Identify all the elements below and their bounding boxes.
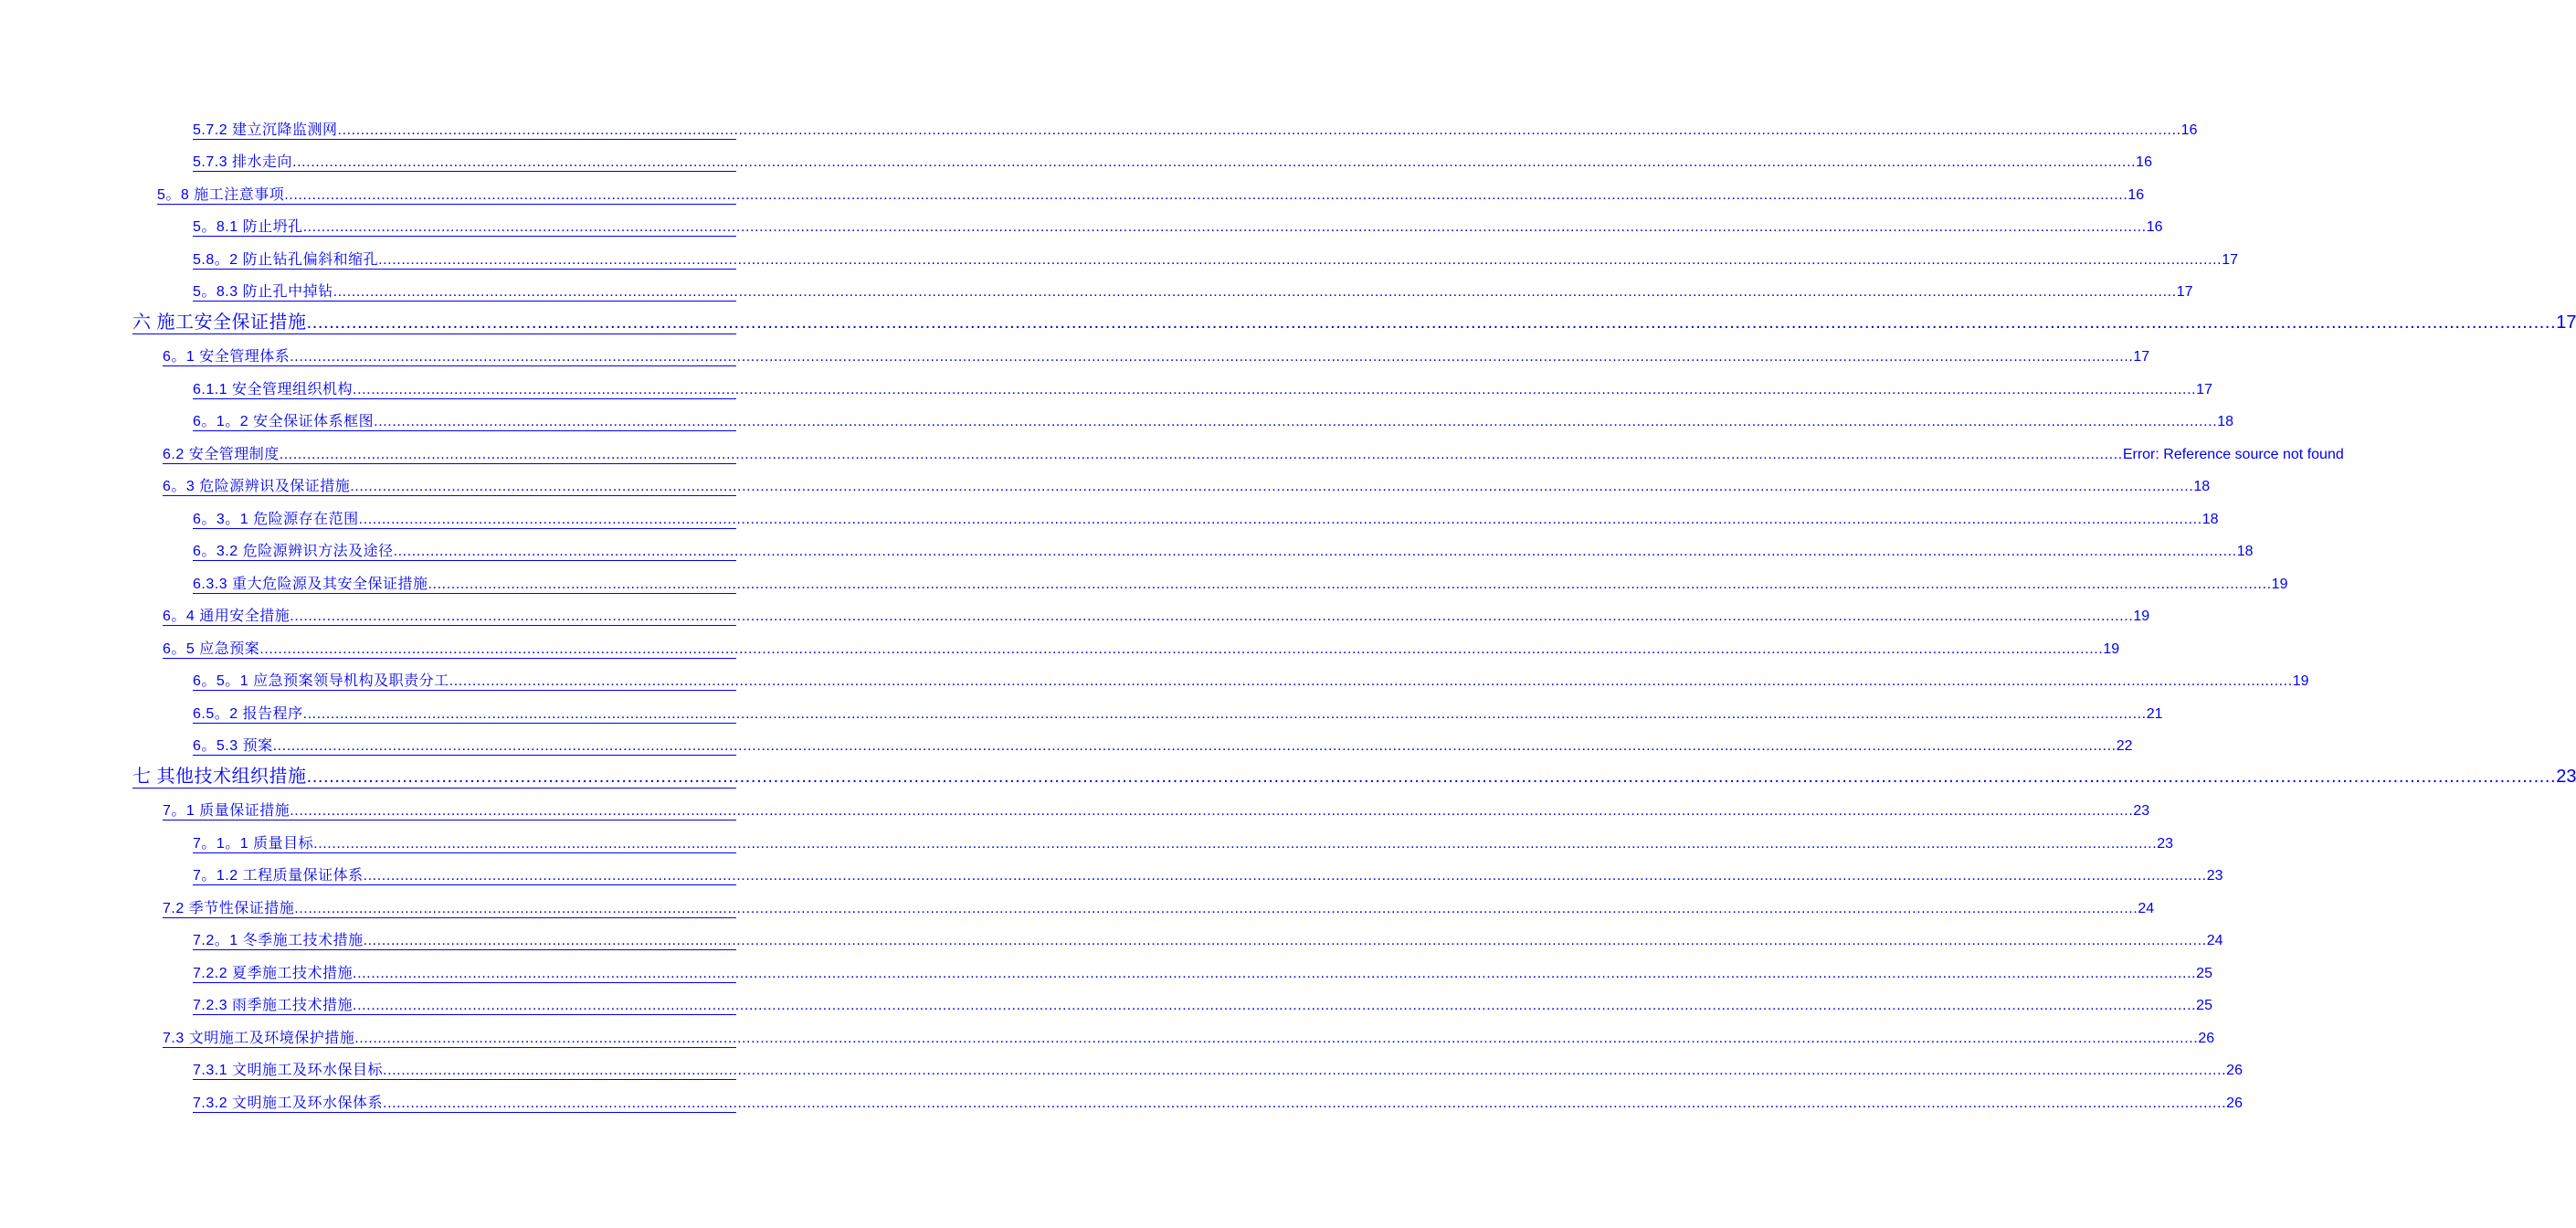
toc-dot-leader: ................................................................................................................................................................................................................................................................................................................................................................................................................	[353, 965, 2197, 981]
toc-entry-link[interactable]	[0, 659, 2309, 692]
toc-entry-inner	[193, 867, 2223, 885]
toc-page-number: 25	[2196, 965, 2212, 981]
toc-dot-leader: ................................................................................................................................................................................................................................................................................................................................................................................................................	[363, 933, 2207, 948]
toc-entry-inner	[163, 348, 2150, 366]
toc-entry-inner	[157, 186, 2145, 205]
toc-page-number: 25	[2196, 998, 2212, 1013]
toc-entry-label: 7.3.1 文明施工及环水保目标	[193, 1063, 384, 1078]
toc-entry-label: 6.1.1 安全管理组织机构	[193, 381, 354, 397]
toc-entry-inner	[193, 218, 2163, 237]
toc-entry-link[interactable]	[0, 1048, 2243, 1081]
toc-entry-link[interactable]	[0, 950, 2212, 983]
toc-entry-link[interactable]	[0, 626, 2120, 659]
toc-entry-label: 7.3.2 文明施工及环水保体系	[193, 1095, 384, 1111]
toc-entry-link[interactable]	[0, 172, 2145, 205]
toc-entry-inner	[163, 446, 2344, 464]
toc-entry-label: 6。5 应急预案	[163, 640, 260, 657]
toc-dot-leader: ................................................................................................................................................................................................................................................................................................................................................................................................................	[383, 1095, 2227, 1111]
toc-entry-link[interactable]	[0, 366, 2212, 399]
toc-dot-leader: ................................................................................................................................................................................................................................................................................................................................................................................................................	[393, 544, 2237, 559]
toc-entry-inner	[193, 835, 2174, 853]
toc-page-number: 18	[2201, 511, 2219, 527]
toc-entry-link[interactable]	[0, 724, 2133, 757]
toc-entry-link[interactable]	[0, 529, 2254, 562]
toc-page-number: 16	[2146, 219, 2163, 235]
toc-page-number: 16	[2136, 154, 2152, 170]
toc-entry-inner	[132, 766, 2576, 789]
toc-page-number: 17	[2133, 349, 2150, 365]
toc-entry-label: 七 其他技术组织措施	[132, 766, 307, 787]
toc-entry-inner	[193, 251, 2239, 270]
toc-entry-link[interactable]	[0, 140, 2152, 173]
toc-entry-link[interactable]	[0, 885, 2155, 918]
toc-dot-leader: ................................................................................................................................................................................................................................................................................................................................................................................................................	[302, 219, 2147, 235]
toc-dot-leader: ................................................................................................................................................................................................................................................................................................................................................................................................................	[358, 511, 2202, 527]
toc-entry-label: 6。1 安全管理体系	[163, 349, 290, 365]
toc-dot-leader: ................................................................................................................................................................................................................................................................................................................................................................................................................	[374, 414, 2218, 429]
toc-entry-label: 7.3 文明施工及环境保护措施	[163, 1030, 355, 1046]
toc-entry-link[interactable]	[0, 756, 2576, 789]
toc-dot-leader: ................................................................................................................................................................................................................................................................................................................................................................................................................	[306, 766, 2557, 787]
toc-dot-leader: ................................................................................................................................................................................................................................................................................................................................................................................................................	[363, 868, 2207, 884]
toc-page-number: 24	[2138, 900, 2155, 916]
toc-dot-leader: ................................................................................................................................................................................................................................................................................................................................................................................................................	[353, 381, 2197, 397]
toc-entry-label: 6.5。2 报告程序	[193, 705, 303, 722]
toc-dot-leader: ................................................................................................................................................................................................................................................................................................................................................................................................................	[279, 446, 2123, 462]
toc-entry-label: 6。3。1 危险源存在范围	[193, 511, 359, 527]
toc-entry-label: 5.7.3 排水走向	[193, 154, 293, 170]
toc-dot-leader: ................................................................................................................................................................................................................................................................................................................................................................................................................	[306, 312, 2557, 333]
toc-page-number: 19	[2292, 673, 2309, 689]
toc-dot-leader: ................................................................................................................................................................................................................................................................................................................................................................................................................	[259, 640, 2104, 657]
toc-entry-link[interactable]	[0, 302, 2576, 334]
toc-dot-leader: ................................................................................................................................................................................................................................................................................................................................................................................................................	[428, 576, 2272, 592]
table-of-contents	[0, 107, 2576, 1113]
toc-dot-leader: ................................................................................................................................................................................................................................................................................................................................................................................................................	[333, 284, 2177, 300]
toc-page-number: 23	[2157, 835, 2174, 852]
toc-page-number: 21	[2146, 705, 2163, 722]
toc-entry-inner	[193, 511, 2219, 529]
toc-entry-link[interactable]	[0, 496, 2219, 529]
toc-entry-label: 5.8。2 防止钻孔偏斜和缩孔	[193, 251, 379, 268]
toc-entry-inner	[193, 1062, 2243, 1080]
toc-entry-inner	[163, 1030, 2215, 1048]
toc-entry-inner	[193, 413, 2234, 431]
toc-dot-leader: ................................................................................................................................................................................................................................................................................................................................................................................................................	[354, 1030, 2199, 1046]
toc-entry-link[interactable]	[0, 237, 2239, 270]
toc-dot-leader: ................................................................................................................................................................................................................................................................................................................................................................................................................	[290, 349, 2134, 365]
toc-entry-inner	[163, 802, 2150, 820]
toc-entry-inner	[193, 543, 2254, 561]
toc-page-number: 18	[2193, 479, 2211, 494]
toc-entry-link[interactable]	[0, 983, 2212, 1016]
toc-page-number: 23	[2206, 868, 2223, 884]
toc-page-number: 16	[2127, 186, 2145, 203]
toc-entry-label: 7。1.2 工程质量保证体系	[193, 868, 364, 884]
toc-entry-label: 7.2 季节性保证措施	[163, 900, 295, 916]
toc-page-number: 22	[2116, 738, 2133, 754]
toc-entry-label: 6.3.3 重大危险源及其安全保证措施	[193, 576, 428, 592]
toc-page-number: 19	[2133, 609, 2150, 624]
toc-dot-leader: ................................................................................................................................................................................................................................................................................................................................................................................................................	[449, 673, 2293, 689]
toc-dot-leader: ................................................................................................................................................................................................................................................................................................................................................................................................................	[353, 998, 2197, 1013]
toc-entry-label: 5.7.2 建立沉降监测网	[193, 122, 338, 138]
toc-dot-leader: ................................................................................................................................................................................................................................................................................................................................................................................................................	[378, 251, 2222, 268]
toc-dot-leader: ................................................................................................................................................................................................................................................................................................................................................................................................................	[337, 122, 2181, 138]
toc-page-number: 19	[2103, 640, 2120, 657]
toc-page-number: 23	[2556, 766, 2576, 787]
toc-dot-leader: ................................................................................................................................................................................................................................................................................................................................................................................................................	[294, 900, 2138, 916]
toc-entry-link[interactable]	[0, 107, 2198, 140]
toc-entry-label: 6。5.3 预案	[193, 738, 273, 754]
toc-entry-inner	[193, 965, 2212, 983]
toc-entry-label: 7。1。1 质量目标	[193, 835, 314, 852]
toc-entry-link[interactable]	[0, 1080, 2243, 1113]
toc-entry-inner	[193, 672, 2309, 691]
toc-entry-link[interactable]	[0, 820, 2174, 853]
toc-page-number: 24	[2206, 933, 2223, 948]
toc-entry-label: 六 施工安全保证措施	[132, 312, 307, 333]
toc-page-number: 19	[2271, 576, 2288, 592]
toc-entry-link[interactable]	[0, 205, 2163, 238]
toc-entry-label: 6。4 通用安全措施	[163, 609, 290, 624]
toc-page-number: 26	[2226, 1095, 2243, 1111]
toc-page-number: 23	[2133, 803, 2150, 819]
toc-entry-label: 6。3.2 危险源辨识方法及途径	[193, 544, 394, 559]
toc-page-number: Error: Reference source not found	[2122, 446, 2344, 462]
toc-entry-inner	[193, 154, 2152, 172]
toc-entry-inner	[193, 283, 2193, 302]
toc-dot-leader: ................................................................................................................................................................................................................................................................................................................................................................................................................	[290, 609, 2134, 624]
toc-entry-link[interactable]	[0, 918, 2223, 951]
toc-dot-leader: ................................................................................................................................................................................................................................................................................................................................................................................................................	[383, 1063, 2227, 1078]
toc-dot-leader: ................................................................................................................................................................................................................................................................................................................................................................................................................	[313, 835, 2158, 852]
toc-page-number: 16	[2180, 122, 2198, 138]
toc-page-number: 17	[2556, 312, 2576, 333]
toc-dot-leader: ................................................................................................................................................................................................................................................................................................................................................................................................................	[350, 479, 2194, 494]
toc-entry-link[interactable]	[0, 789, 2150, 821]
toc-page-number: 26	[2226, 1063, 2243, 1078]
toc-entry-inner	[132, 312, 2576, 334]
toc-entry-label: 7。1 质量保证措施	[163, 803, 290, 819]
toc-page-number: 17	[2196, 381, 2212, 397]
toc-entry-label: 7.2.2 夏季施工技术措施	[193, 965, 354, 981]
toc-entry-inner	[193, 705, 2163, 724]
toc-entry-link[interactable]	[0, 594, 2150, 627]
toc-entry-inner	[193, 381, 2212, 399]
toc-entry-label: 7.2.3 雨季施工技术措施	[193, 998, 354, 1013]
toc-entry-inner	[163, 478, 2211, 496]
toc-entry-inner	[163, 900, 2155, 918]
toc-page-number: 17	[2176, 284, 2193, 300]
toc-entry-inner	[193, 997, 2212, 1015]
toc-entry-label: 5。8 施工注意事项	[157, 186, 285, 203]
toc-entry-inner	[193, 122, 2198, 140]
toc-entry-inner	[163, 640, 2120, 659]
toc-dot-leader: ................................................................................................................................................................................................................................................................................................................................................................................................................	[284, 186, 2128, 203]
toc-entry-link[interactable]	[0, 270, 2193, 302]
toc-dot-leader: ................................................................................................................................................................................................................................................................................................................................................................................................................	[292, 154, 2137, 170]
toc-entry-label: 7.2。1 冬季施工技术措施	[193, 933, 364, 948]
toc-page-number: 26	[2198, 1030, 2215, 1046]
toc-entry-inner	[193, 932, 2223, 950]
toc-entry-inner	[163, 608, 2150, 626]
toc-dot-leader: ................................................................................................................................................................................................................................................................................................................................................................................................................	[272, 738, 2117, 754]
toc-entry-link[interactable]	[0, 1015, 2215, 1048]
toc-entry-label: 5。8.1 防止坍孔	[193, 219, 303, 235]
toc-entry-inner	[193, 1095, 2243, 1113]
toc-entry-label: 6.2 安全管理制度	[163, 446, 280, 462]
toc-entry-label: 6。1。2 安全保证体系框图	[193, 414, 375, 429]
toc-entry-link[interactable]	[0, 431, 2344, 464]
toc-page-number: 18	[2217, 414, 2234, 429]
toc-entry-inner	[193, 576, 2288, 594]
toc-entry-link[interactable]	[0, 399, 2234, 432]
toc-entry-link[interactable]	[0, 334, 2150, 367]
toc-entry-inner	[193, 737, 2133, 756]
toc-entry-label: 5。8.3 防止孔中掉钻	[193, 284, 333, 300]
toc-entry-label: 6。3 危险源辨识及保证措施	[163, 479, 351, 494]
toc-dot-leader: ................................................................................................................................................................................................................................................................................................................................................................................................................	[290, 803, 2134, 819]
toc-entry-link[interactable]	[0, 464, 2211, 497]
toc-dot-leader: ................................................................................................................................................................................................................................................................................................................................................................................................................	[302, 705, 2147, 722]
toc-entry-label: 6。5。1 应急预案领导机构及职责分工	[193, 673, 449, 689]
toc-entry-link[interactable]	[0, 853, 2223, 886]
toc-entry-link[interactable]	[0, 691, 2163, 724]
toc-page-number: 17	[2222, 251, 2239, 268]
toc-entry-link[interactable]	[0, 561, 2288, 594]
toc-page-number: 18	[2236, 544, 2254, 559]
